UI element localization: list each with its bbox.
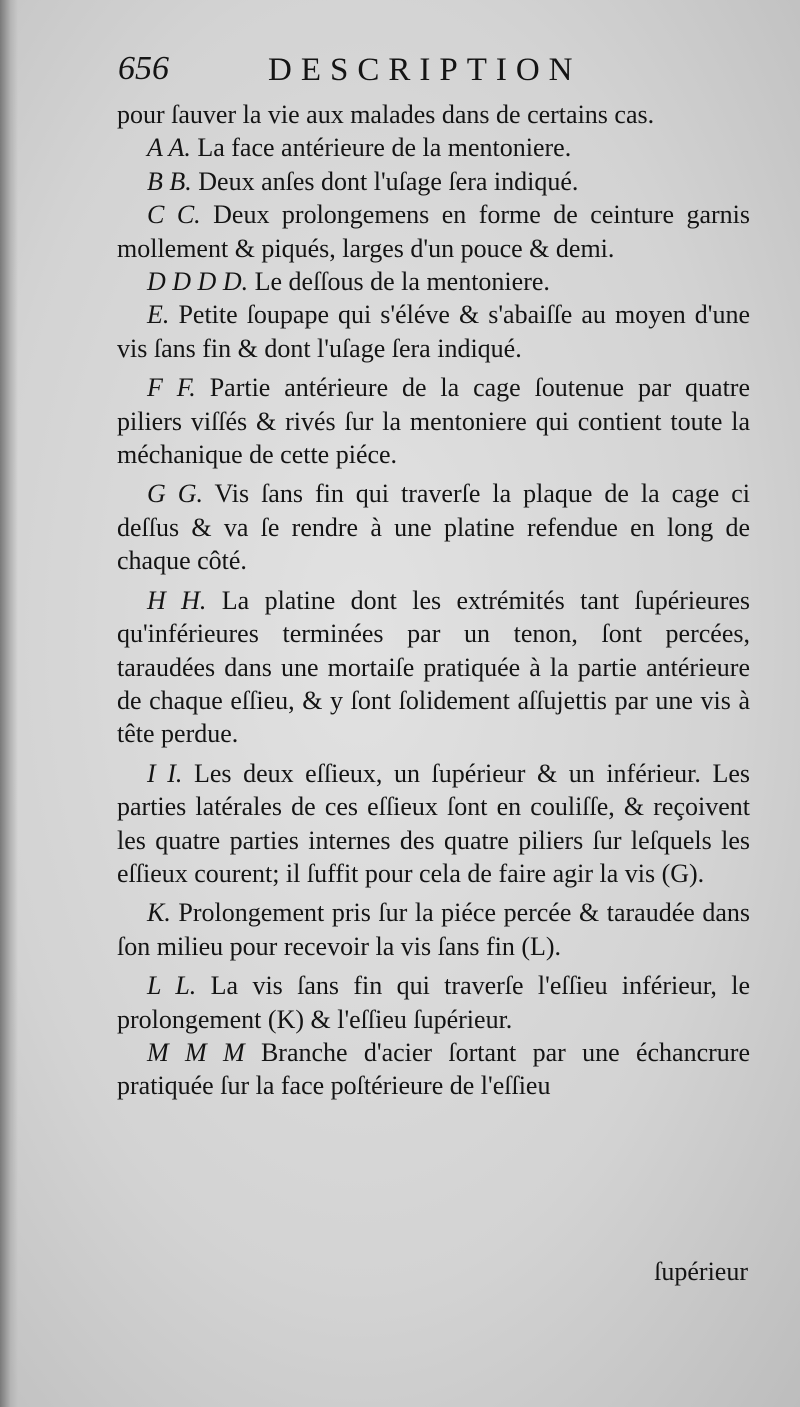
legend-key: D D D D. <box>147 267 249 297</box>
legend-key: A A. <box>147 133 191 163</box>
legend-key: G G. <box>147 479 204 509</box>
legend-text: Deux anſes dont l'uſage ſera indiqué. <box>198 166 579 196</box>
legend-text: Vis ſans fin qui traverſe la plaque de la cage ci deſſus & va ſe rendre à une platine refendue en long de chaque côté. <box>117 479 750 576</box>
legend-text: Prolongement pris ſur la piéce percée & taraudée dans ſon milieu pour recevoir la vis ſans fin (L). <box>117 898 750 961</box>
legend-entry-bb <box>117 165 750 198</box>
legend-key: K. <box>147 898 171 928</box>
legend-text: Deux prolongemens en forme de ceinture garnis mollement & piqués, larges d'un pouce & demi. <box>117 200 751 263</box>
legend-text: Partie antérieure de la cage ſoutenue par quatre piliers viſſés & rivés ſur la mentoniere qui contient toute la méchanique de cette piéce. <box>117 373 751 470</box>
legend-key: B B. <box>147 166 192 196</box>
legend-text: La vis ſans fin qui traverſe l'eſſieu inférieur, le prolongement (K) & l'eſſieu ſupérieur. <box>117 971 751 1034</box>
page-gutter-shadow <box>0 0 18 1407</box>
legend-key: M M M <box>147 1037 245 1067</box>
legend-entry-k <box>117 896 750 963</box>
legend-entry-ll <box>117 969 750 1036</box>
body-text <box>117 98 750 1103</box>
legend-entry-aa <box>117 131 750 164</box>
intro-paragraph: pour ſauver la vie aux malades dans de certains cas. <box>117 100 655 129</box>
legend-key: H H. <box>147 585 207 615</box>
legend-entry-mmm <box>117 1036 750 1103</box>
legend-entry-ii <box>117 757 750 891</box>
legend-key: F F. <box>147 373 196 403</box>
legend-key: E. <box>147 300 170 330</box>
legend-entry-ff <box>117 371 750 471</box>
legend-entry-hh <box>117 584 750 751</box>
legend-text: Branche d'acier ſortant par une échancrure pratiquée ſur la face poſtérieure de l'eſſieu <box>117 1037 750 1101</box>
page-number: 656 <box>118 50 169 87</box>
legend-key: C C. <box>147 200 201 230</box>
catchword: ſupérieur <box>654 1257 748 1286</box>
legend-key: L L. <box>147 971 197 1001</box>
legend-text: Petite ſoupape qui s'éléve & s'abaiſſe au moyen d'une vis ſans fin & dont l'uſage ſera indiqué. <box>117 300 751 363</box>
legend-key: I I. <box>147 758 183 788</box>
legend-text: La face antérieure de la mentoniere. <box>197 133 572 163</box>
legend-text: Le deſſous de la mentoniere. <box>254 267 550 297</box>
page-header <box>118 50 738 100</box>
legend-entry-e <box>117 298 750 365</box>
legend-text: La platine dont les extrémités tant ſupérieures qu'inférieures terminées par un tenon, ſont percées, taraudées dans une mortaiſe pratiquée à la partie antérieure de chaque eſſieu, & y ſont ſolidement aſſujettis par une vis à tête perdue. <box>117 585 750 749</box>
legend-text: Les deux eſſieux, un ſupérieur & un inférieur. Les parties latérales de ces eſſieux ſont en couliſſe, & reçoivent les quatre parties internes des quatre piliers ſur leſquels les eſſieux courent; il ſuffit pour cela de faire agir la vis (G). <box>117 758 750 888</box>
legend-entry-dddd <box>117 265 750 298</box>
legend-entry-gg <box>117 477 750 577</box>
running-title: DESCRIPTION <box>268 52 582 88</box>
legend-entry-cc <box>117 198 750 265</box>
